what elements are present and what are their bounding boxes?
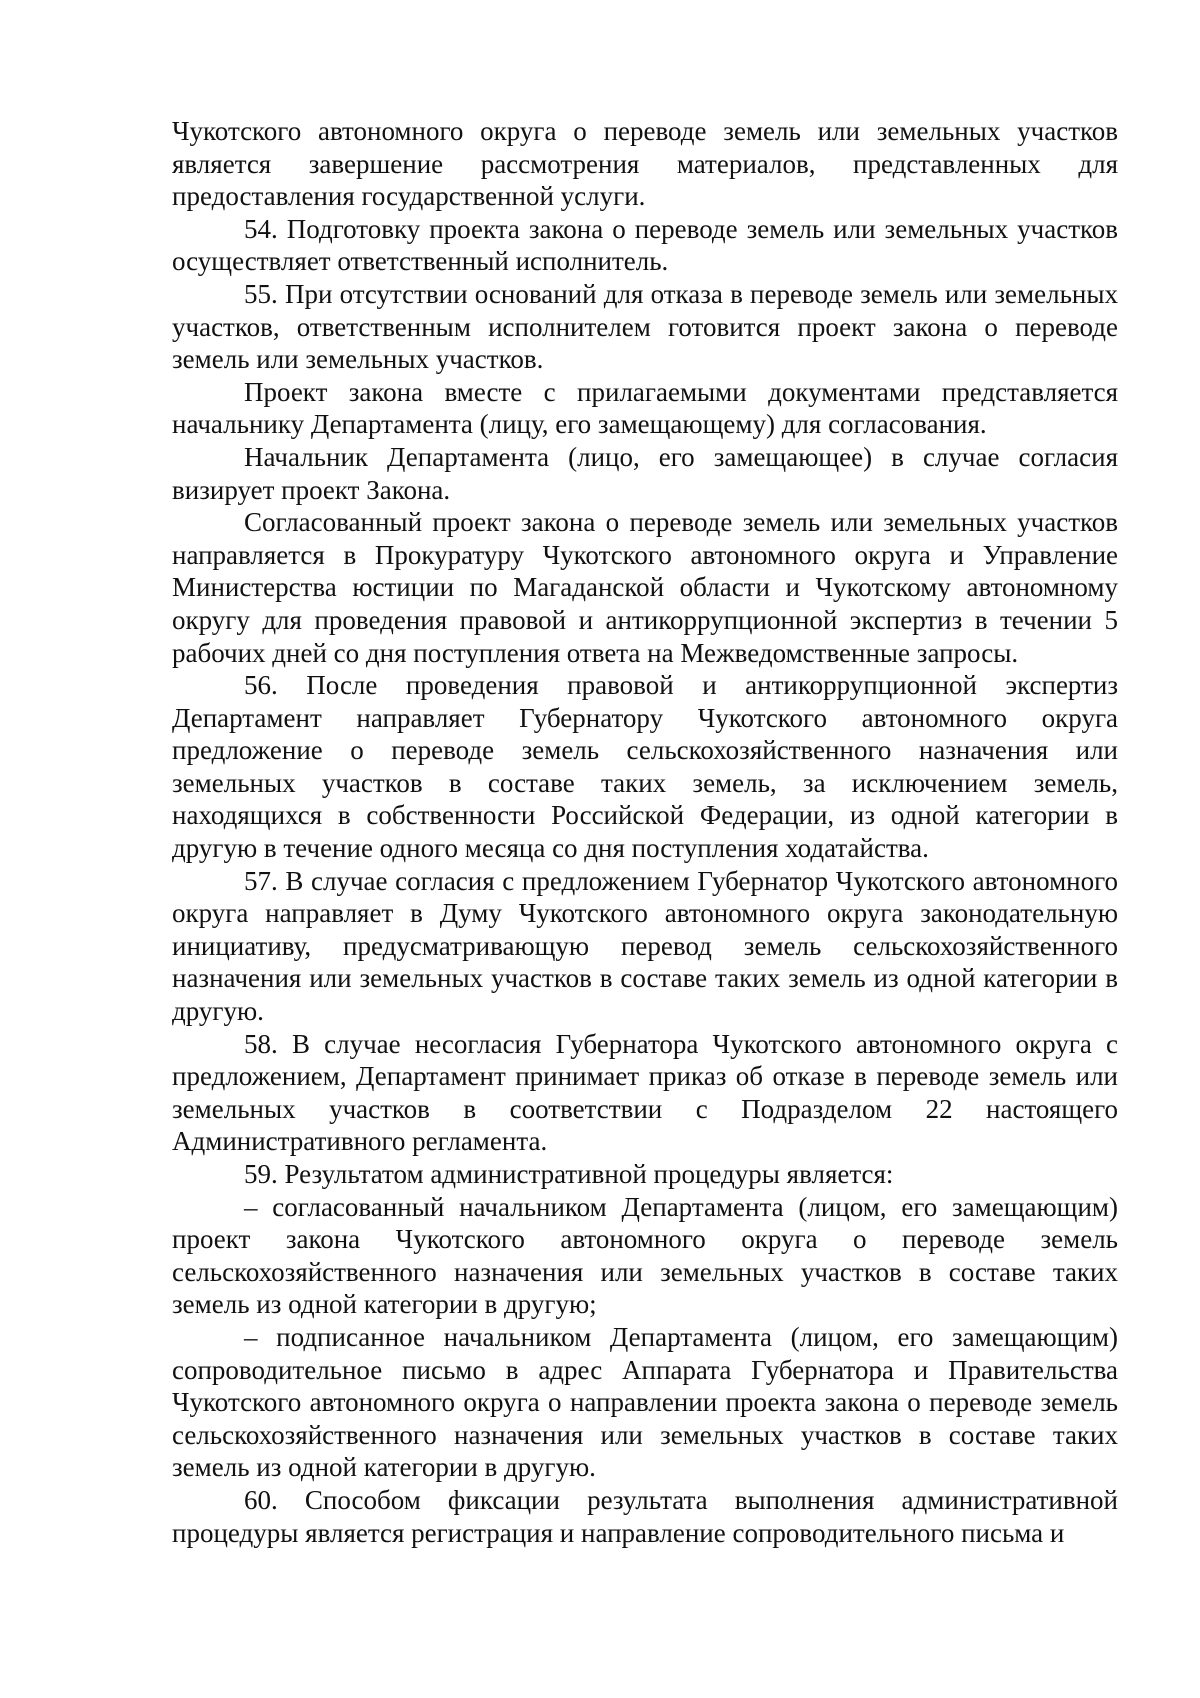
document-body bbox=[172, 115, 1118, 1549]
paragraph-57: 57. В случае согласия с предложением Губернатор Чукотского автономного округа направляет в Думу Чукотского автономного округа законодательную инициативу, предусматривающую перевод земель сельскохозяйственного назначения или земельных участков в составе таких земель из одной категории в другую. bbox=[172, 865, 1118, 1027]
paragraph-55: 55. При отсутствии оснований для отказа в переводе земель или земельных участков, ответственным исполнителем готовится проект закона о переводе земель или земельных участков. bbox=[172, 278, 1118, 375]
paragraph-55-expertise: Согласованный проект закона о переводе земель или земельных участков направляется в Прокуратуру Чукотского автономного округа и Управление Министерства юстиции по Магаданской области и Чукотскому автономному округу для проведения правовой и антикоррупционной экспертиз в течении 5 рабочих дней со дня поступления ответа на Межведомственные запросы. bbox=[172, 507, 1118, 668]
paragraph-55-approval: Проект закона вместе с прилагаемыми документами представляется начальнику Департамента (лицу, его замещающему) для согласования. bbox=[172, 376, 1118, 440]
paragraph-56: 56. После проведения правовой и антикоррупционной экспертиз Департамент направляет Губернатору Чукотского автономного округа предложение о переводе земель сельскохозяйственного назначения или земельных участков в составе таких земель, за исключением земель, находящихся в собственности Российской Федерации, из одной категории в другую в течение одного месяца со дня поступления ходатайства. bbox=[172, 670, 1118, 864]
paragraph-54: 54. Подготовку проекта закона о переводе земель или земельных участков осуществляет ответственный исполнитель. bbox=[172, 213, 1118, 277]
paragraph-60: 60. Способом фиксации результата выполнения административной процедуры является регистрация и направление сопроводительного письма и bbox=[172, 1484, 1118, 1548]
paragraph-continuation: Чукотского автономного округа о переводе земель или земельных участков является завершение рассмотрения материалов, представленных для предоставления государственной услуги. bbox=[172, 116, 1118, 212]
paragraph-59-item-2: – подписанное начальником Департамента (лицом, его замещающим) сопроводительное письмо в адрес Аппарата Губернатора и Правительства Чукотского автономного округа о направлении проекта закона о переводе земель сельскохозяйственного назначения или земельных участков в составе таких земель из одной категории в другую. bbox=[172, 1321, 1118, 1483]
paragraph-55-visa: Начальник Департамента (лицо, его замещающее) в случае согласия визирует проект Закона. bbox=[172, 441, 1118, 505]
paragraph-59: 59. Результатом административной процедуры является: bbox=[244, 1159, 894, 1189]
paragraph-58: 58. В случае несогласия Губернатора Чукотского автономного округа с предложением, Департамент принимает приказ об отказе в переводе земель или земельных участков в соответствии с Подразделом 22 настоящего Административного регламента. bbox=[172, 1028, 1118, 1157]
paragraph-59-item-1: – согласованный начальником Департамента (лицом, его замещающим) проект закона Чукотского автономного округа о переводе земель сельскохозяйственного назначения или земельных участков в составе таких земель из одной категории в другую; bbox=[172, 1191, 1118, 1320]
